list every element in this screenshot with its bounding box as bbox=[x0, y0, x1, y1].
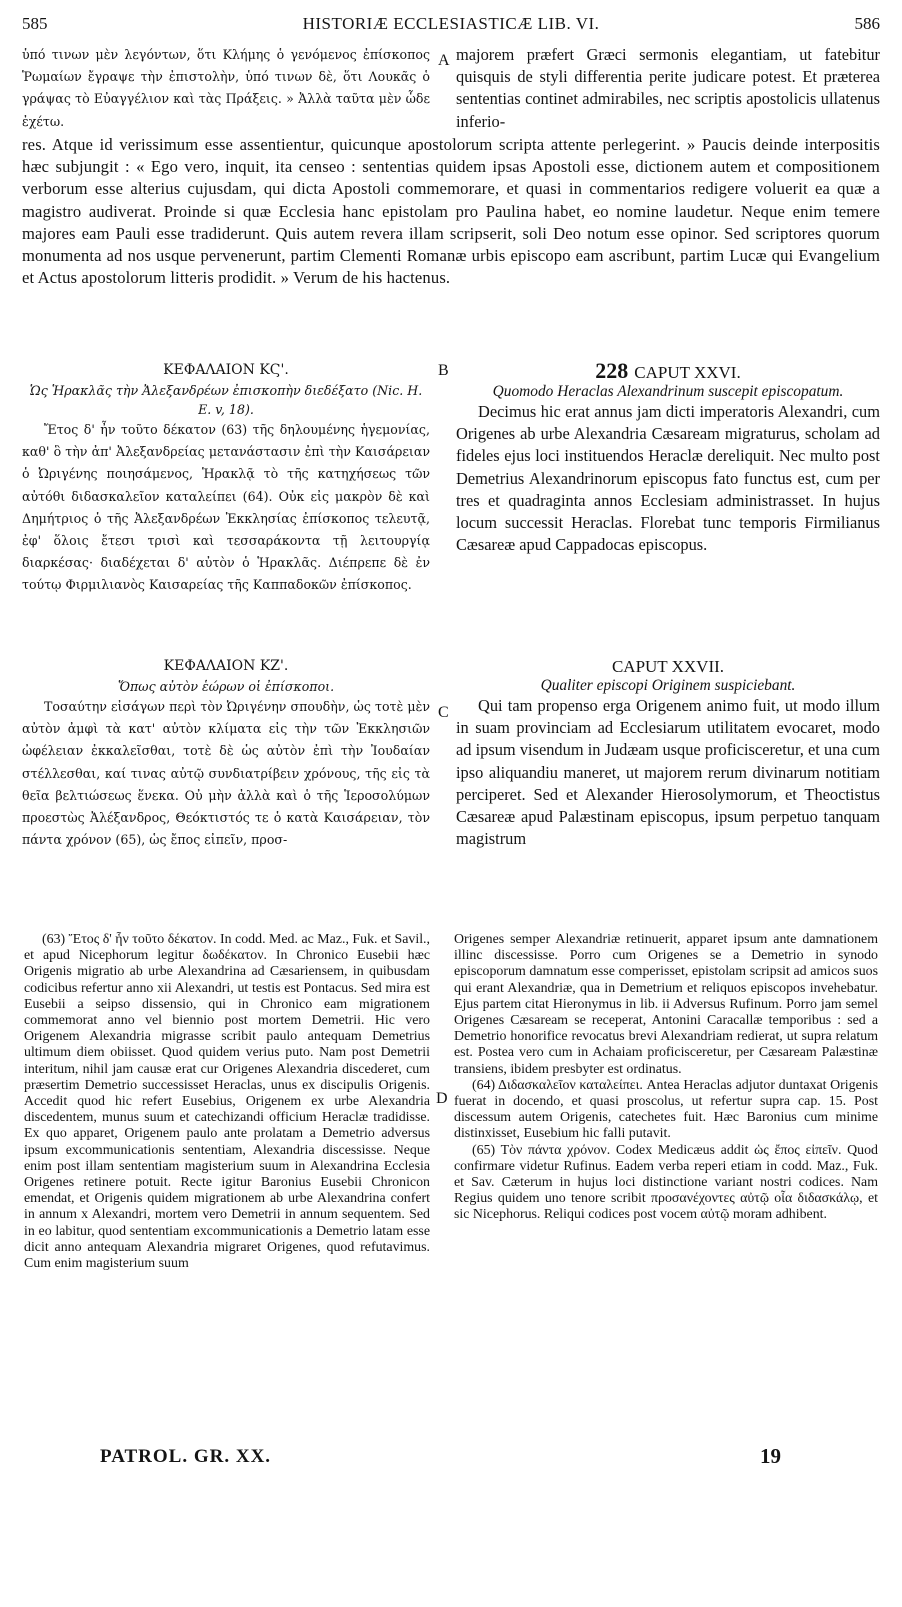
chapter26-greek-subtitle: Ὡς Ἡρακλᾶς τὴν Ἀλεξανδρέων ἐπισκοπὴν διεδέξατο (Nic. H. E. v, 18). bbox=[29, 383, 423, 417]
footer-signature: 19 bbox=[760, 1444, 781, 1468]
chapter27-greek-title: ΚΕΦΑΛΑΙΟΝ ΚΖ'. bbox=[163, 658, 289, 674]
margin-letter-b: B bbox=[438, 362, 449, 379]
chapter26-latin-subtitle: Quomodo Heraclas Alexandrinum suscepit episcopatum. bbox=[492, 383, 844, 400]
margin-letter-a: A bbox=[438, 52, 450, 69]
footer-series: PATROL. GR. XX. bbox=[100, 1446, 272, 1467]
chapter27-latin bbox=[456, 656, 880, 902]
note-63-continued: Origenes semper Alexandriæ retinuerit, apparet ipsum ante damnationem illinc discessisse. Porro cum Origenes se a Demetrio in synodo episcoporum damnatum esse comperisset, epistolam scripsit ad amicos suos qui erant Alexandriæ, qua in Demetrium et reliquos episcopos invehebatur. Ejus partem citat Hieronymus in lib. ii Adversus Rufinum. Porro jam semel Origenes Cæsaream se receperat, Antonini Caracallæ temporibus : sed a Demetrio honorifice revocatus brevi Alexandriam redierat, ut supra relatum est. Postea vero cum in Achaiam proficisceretur, per Cæsaream Palæstinæ transiens, ibidem presbyter est ordinatus. bbox=[454, 932, 878, 1077]
chapter26-latin-title: CAPUT XXVI. bbox=[634, 363, 741, 382]
chapter27-latin-title: CAPUT XXVII. bbox=[611, 657, 725, 676]
chapter27-greek-subtitle: Ὅπως αὐτὸν ἑώρων οἱ ἐπίσκοποι. bbox=[117, 679, 335, 694]
chapter26-latin-heading bbox=[456, 360, 880, 383]
chapter26-latin bbox=[456, 360, 880, 654]
note-63: (63) Ἔτος δ' ἦν τοῦτο δέκατον. In codd. Med. ac Maz., Fuk. et Savil., et apud Nicephorum legitur δωδέκατον. In Chronico Eusebii hæc Origenis migratio ab urbe Alexandrina ad Cæsariensem, in quibusdam codicibus refertur anno xii Alexandri, ut testis est Pontacus. Sed mira est Eusebii a seipso dissensio, qui in Chronico eam migrationem commemorat anno vel biennio post mortem Demetrii. Hic vero Origenem Alexandria migrasse scribit paulo antequam Demetrius ultimum diem obiisset. Quod quidem verius puto. Nam post Demetrii interitum, nihil jam causæ erat cur Origenes Alexandria discederet, cum præsertim Demetrio successisset Heraclas, unus ex discipulis Origenis. Accedit quod hic refert Eusebius, Origenem ex urbe Alexandria discedentem, munus suum et catechizandi officium Heraclæ tradidisse. Ex quo apparet, Origenem paulo ante prolatam a Demetrio adversus ipsum excommunicationis sententiam, Alexandria discessisse. Neque enim post illam sententiam magisterium suum in Alexandrina Ecclesia Origenes retinere potuit. Recte igitur Baronius Eusebii Chronicon emendat, et Origenis quidem migrationem ab urbe Alexandrina confert in annum x Alexandri, mortem vero Demetrii in annum sequentem. Sed in eo labitur, quod sententiam excommunicationis a Demetrio latam esse dicit anno antequam Alexandria migraret Origenes, quod refutavimus. Cum enim magisterium suum bbox=[24, 932, 430, 1272]
note-64: (64) Διδασκαλεῖον καταλείπει. Antea Heraclas adjutor duntaxat Origenis fuerat in docendo, et quasi proscolus, ut refertur supra cap. 15. Post discessum autem Origenis, catechetes fuit. Hæc Baronius cum minime distinxisset, Eusebium hic falli putavit. bbox=[454, 1077, 878, 1142]
page-number-left: 585 bbox=[22, 14, 48, 33]
chapter27-greek-text: Τοσαύτην εἰσάγων περὶ τὸν Ὠριγένην σπουδὴν, ὡς τοτὲ μὲν αὐτὸν ἀμφὶ τὰ κατ' αὐτὸν κλίματα εἰς τὴν τῶν Ἐκκλησιῶν ὠφέλειαν ἐκκαλεῖσθαι, τοτὲ δὲ ὡς αὐτὸν ἐπὶ τὴν Ἰουδαίαν στέλλεσθαι, καί τινας αὐτῷ συνδιατρίβειν χρόνους, τῆς εἰς τὰ θεῖα βελτιώσεως ἕνεκα. Οὐ μὴν ἀλλὰ καὶ ὁ τῆς Ἱεροσολύμων προεστὼς Ἀλέξανδρος, Θεόκτιστός τε ὁ κατὰ Καισάρειαν, τὸν πάντα χρόνον (65), ὡς ἔπος εἰπεῖν, προσ- bbox=[22, 699, 430, 848]
chapter27-latin-text: Qui tam propenso erga Origenem animo fuit, ut modo illum in suam provinciam ad Ecclesiarum utilitatem evocaret, modo ad ipsum visendum in Judæam usque proficisceretur, et una cum ipso aliquandiu maneret, ut majorem rerum divinarum notitiam perciperet. Sed et Alexander Hierosolymorum, et Theoctistus Cæsareæ apud Palæstinam episcopus, ipsum perpetuo tanquam magistrum bbox=[456, 696, 880, 849]
running-title: HISTORIÆ ECCLESIASTICÆ LIB. VI. bbox=[302, 14, 600, 33]
intro-greek: ὑπό τινων μὲν λεγόντων, ὅτι Κλήμης ὁ γενόμενος ἐπίσκοπος Ῥωμαίων ἔγραψε τὴν ἐπιστολὴν, ὑπό τινων δὲ, ὅτι Λουκᾶς ὁ γράψας τὸ Εὐαγγέλιον καὶ τὰς Πράξεις. » Ἀλλὰ ταῦτα μὲν ὧδε ἐχέτω. bbox=[22, 47, 430, 129]
margin-letter-c: C bbox=[438, 704, 449, 721]
note-65: (65) Τὸν πάντα χρόνον. Codex Medicæus addit ὡς ἔπος εἰπεῖν. Quod confirmare videtur Rufinus. Eadem verba reperi etiam in codd. Maz., Fuk. et Sav. Cæterum in hujus loci distinctione variant nostri codices. Nam Regius quidem uno tenore scribit προσανέχοντες αὐτῷ οἷα διδασκάλῳ, et sic Nicephorus. Reliqui codices post vocem αὐτῷ moram adhibent. bbox=[454, 1142, 878, 1223]
intro-full-width: res. Atque id verissimum esse assentientur, quicunque apostolorum scripta attente perlegerint. » Paucis deinde interpositis hæc subjungit : « Ego vero, inquit, ita censeo : sententias quidem ipsas Apostoli esse, dictionem autem et compositionem verborum esse alterius cujusdam, qui dicta Apostoli commemorare, et quasi in commentarios redigere voluerit ea quæ a magistro audiverat. Proinde si quæ Ecclesia hanc epistolam pro Paulina habet, eo nomine laudetur. Neque enim temere majores eam Pauli esse tradiderunt. Quis autem revera illam scripserit, soli Deo notum esse opinor. Sed scriptores quorum monumenta ad nos usque pervenerunt, partim Clementi Romanæ urbis episcopo eam ascribunt, partim Lucæ qui Evangelium et Actus apostolorum litteris prodidit. » Verum de his hactenus. bbox=[22, 135, 880, 288]
running-header bbox=[22, 14, 880, 36]
intro-latin: majorem præfert Græci sermonis elegantiam, ut fatebitur quisquis de styli differentia perite judicare potest. Et præterea sententias continet admirabiles, nec scriptis apostolicis ullatenus inferio- bbox=[456, 45, 880, 131]
margin-letter-d: D bbox=[436, 1090, 448, 1107]
chapter26-greek-title: ΚΕΦΑΛΑΙΟΝ ΚϚ'. bbox=[163, 362, 289, 378]
column-number: 228 bbox=[595, 360, 629, 383]
chapter26-greek-text: Ἔτος δ' ἦν τοῦτο δέκατον (63) τῆς δηλουμένης ἡγεμονίας, καθ' ὃ τὴν ἀπ' Ἀλεξανδρείας μετανάστασιν ἐπὶ τὴν Καισάρειαν ὁ Ὠριγένης ποιησάμενος, Ἡρακλᾷ τὸ τῆς κατηχήσεως τῶν αὐτόθι διδασκαλεῖον καταλείπει (64). Οὐκ εἰς μακρὸν δὲ καὶ Δημήτριος ὁ τῆς Ἀλεξανδρέων Ἐκκλησίας ἐπίσκοπος τελευτᾷ, ἐφ' ὅλοις ἔτεσι τρισὶ καὶ τεσσαράκοντα τῇ λειτουργίᾳ διαρκέσας· διαδέχεται δ' αὐτὸν ὁ Ἡρακλᾶς. Διέπρεπε δὲ ἐν τούτῳ Φιρμιλιανὸς Καισαρείας τῆς Καππαδοκῶν ἐπίσκοπος. bbox=[22, 422, 430, 593]
chapter26-latin-text: Decimus hic erat annus jam dicti imperatoris Alexandri, cum Origenes ab urbe Alexandria Cæsaream migraturus, scholam ad fideles ejus loci instituendos Heraclæ dereliquit. Nec multo post Demetrius Alexandrinorum episcopus fato functus est, cum per tres et quadraginta annos Ecclesiam administrasset. In hujus locum successit Heraclas. Florebat tunc temporis Firmilianus Cæsareæ apud Cappadocas episcopus. bbox=[456, 402, 880, 555]
chapter27-latin-subtitle: Qualiter episcopi Originem suspiciebant. bbox=[540, 677, 796, 694]
page-number-right: 586 bbox=[854, 14, 880, 33]
chapter27-greek bbox=[22, 656, 430, 902]
chapter26-greek bbox=[22, 360, 430, 654]
notes-right bbox=[454, 932, 878, 1432]
notes-left bbox=[24, 932, 430, 1432]
